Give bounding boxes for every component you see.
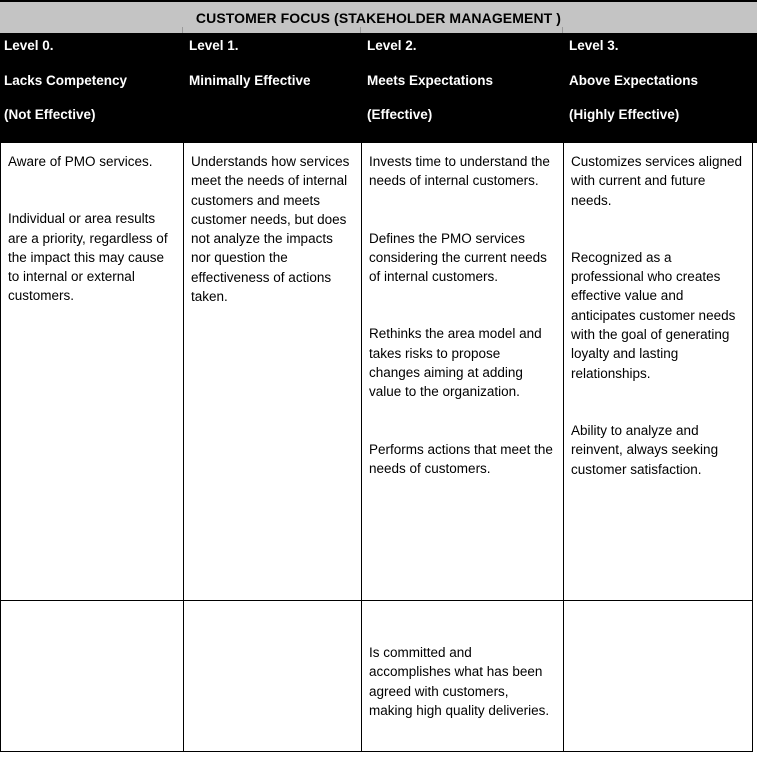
cell-paragraph: Ability to analyze and reinvent, always seeking customer satisfaction. bbox=[571, 422, 719, 477]
level-header-1 bbox=[189, 33, 360, 143]
cell-paragraph: Individual or area results are a priority, regardless of the impact this may cause to internal or external customers. bbox=[8, 211, 168, 304]
table-cell-r2-level2 bbox=[362, 601, 563, 752]
cell-paragraph: Customizes services aligned with current and future needs. bbox=[571, 154, 743, 208]
level-number-3: Level 3. bbox=[569, 38, 619, 53]
cell-paragraph: Performs actions that meet the needs of customers. bbox=[369, 441, 553, 476]
table-cell-r1-level0 bbox=[1, 143, 183, 600]
level-header-2 bbox=[367, 33, 562, 143]
table-cell-r2-level3 bbox=[564, 601, 754, 752]
level-qualifier-0: (Not Effective) bbox=[4, 107, 96, 122]
level-name-0: Lacks Competency bbox=[4, 72, 128, 88]
cell-paragraph: Recognized as a professional who creates effective value and anticipates customer needs with the goal of generating loyalty and lasting relationships. bbox=[571, 249, 736, 381]
page-title: CUSTOMER FOCUS (STAKEHOLDER MANAGEMENT ) bbox=[195, 9, 562, 26]
cell-paragraph: Aware of PMO services. bbox=[8, 154, 153, 169]
table-body bbox=[0, 143, 753, 752]
level-name-1: Minimally Effective bbox=[189, 72, 311, 88]
cell-paragraph: Rethinks the area model and takes risks to propose changes aiming at adding value to the organization. bbox=[369, 326, 542, 400]
cell-paragraph: Defines the PMO services considering the current needs of internal customers. bbox=[369, 230, 547, 285]
level-header-3 bbox=[569, 33, 757, 143]
table-cell-r1-level2 bbox=[362, 143, 563, 600]
table-cell-r2-level1 bbox=[184, 601, 361, 752]
level-qualifier-3: (Highly Effective) bbox=[569, 107, 680, 122]
level-name-3: Above Expectations bbox=[569, 72, 699, 88]
level-header-0 bbox=[4, 33, 182, 143]
table-cell-r1-level1 bbox=[184, 143, 361, 600]
table-title-band bbox=[0, 0, 757, 33]
level-qualifier-2: (Effective) bbox=[367, 107, 433, 122]
table-cell-r2-level0 bbox=[1, 601, 183, 752]
level-number-1: Level 1. bbox=[189, 38, 239, 53]
level-number-0: Level 0. bbox=[4, 38, 54, 53]
cell-paragraph: Invests time to understand the needs of internal customers. bbox=[369, 154, 550, 189]
cell-paragraph: Understands how services meet the needs of internal customers and meets customer needs, but does not analyze the impacts nor question the effectiveness of actions taken. bbox=[191, 154, 350, 305]
cell-paragraph: Is committed and accomplishes what has been agreed with customers, making high quality deliveries. bbox=[369, 645, 550, 718]
level-number-2: Level 2. bbox=[367, 38, 417, 53]
table-cell-r1-level3 bbox=[564, 143, 754, 600]
level-name-2: Meets Expectations bbox=[367, 72, 494, 88]
level-header-band bbox=[0, 33, 757, 143]
